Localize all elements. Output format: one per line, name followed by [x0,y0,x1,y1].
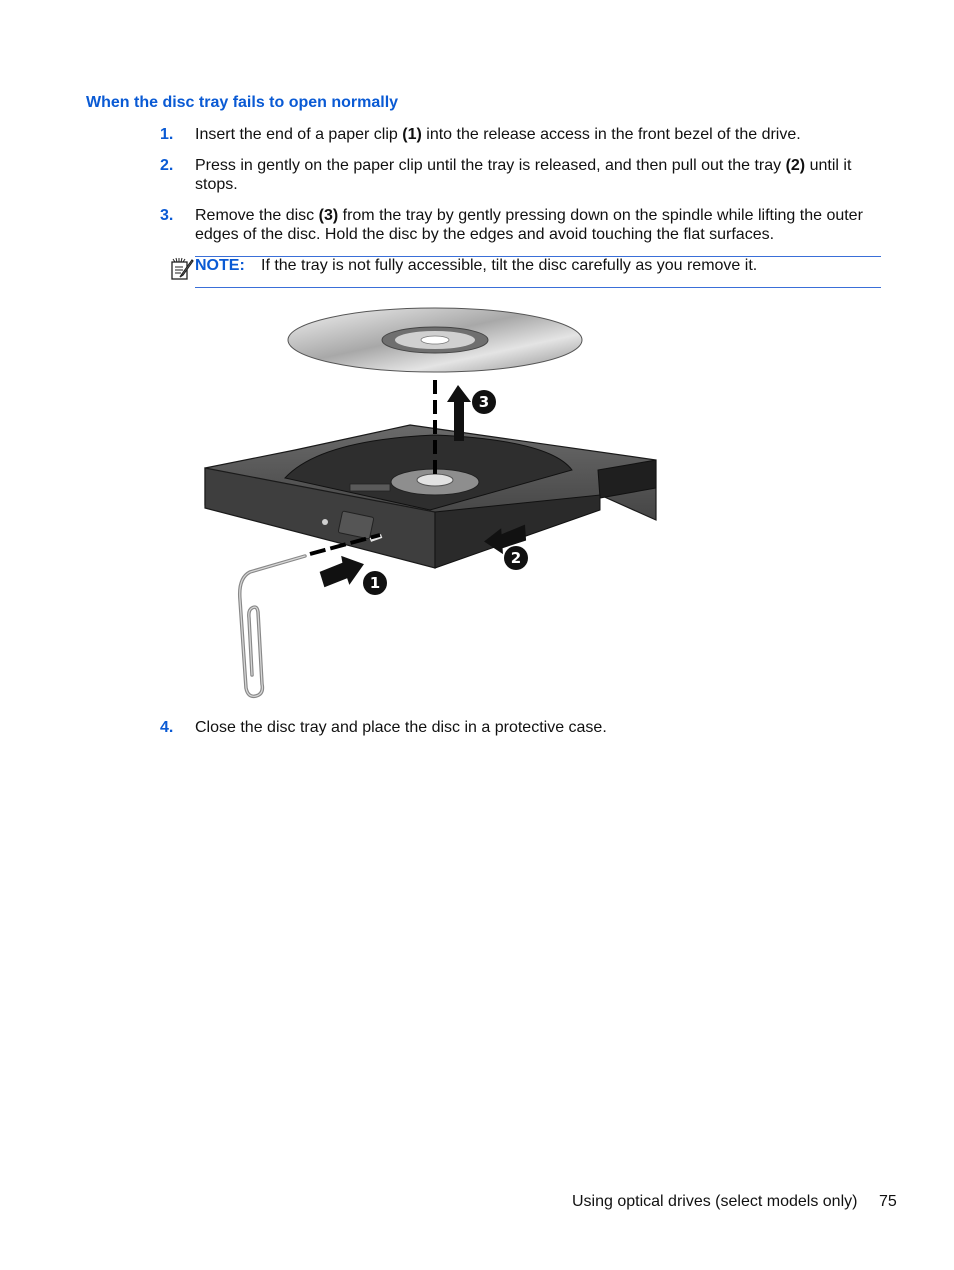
callout-2-badge [504,546,528,570]
note-text: If the tray is not fully accessible, tilt the disc carefully as you remove it. [261,257,758,274]
footer-section-title: Using optical drives (select models only) [572,1193,858,1210]
footer-page-number: 75 [879,1193,897,1210]
step-text: Remove the disc (3) from the tray by gently pressing down on the spindle while lifting the outer edges of the disc. Hold the disc by the edges and avoid touching the flat surfaces. [195,207,863,243]
step-text: Insert the end of a paper clip (1) into the release access in the front bezel of the drive. [195,126,801,143]
step-number: 2. [160,157,174,174]
callout-3-label: 3 [478,393,490,411]
step-text: Close the disc tray and place the disc in a protective case. [195,719,607,736]
drive-tray-graphic [205,425,656,568]
callout-3-badge [472,390,496,414]
paper-clip-graphic [240,556,305,696]
callout-2-label: 2 [510,549,522,567]
callout-1-label: 1 [369,574,381,592]
step-number: 4. [160,719,174,736]
step-text: Press in gently on the paper clip until the tray is released, and then pull out the tray (2) until it stops. [195,157,852,193]
optical-drive-illustration [200,300,670,705]
step-number: 3. [160,207,174,224]
disc-graphic [288,308,582,372]
section-heading: When the disc tray fails to open normally [86,94,399,111]
note-label: NOTE: [195,257,245,274]
note-pencil-icon [170,257,194,281]
callout-1-badge [363,571,387,595]
step-number: 1. [160,126,174,143]
arrow-right-icon [318,552,368,589]
